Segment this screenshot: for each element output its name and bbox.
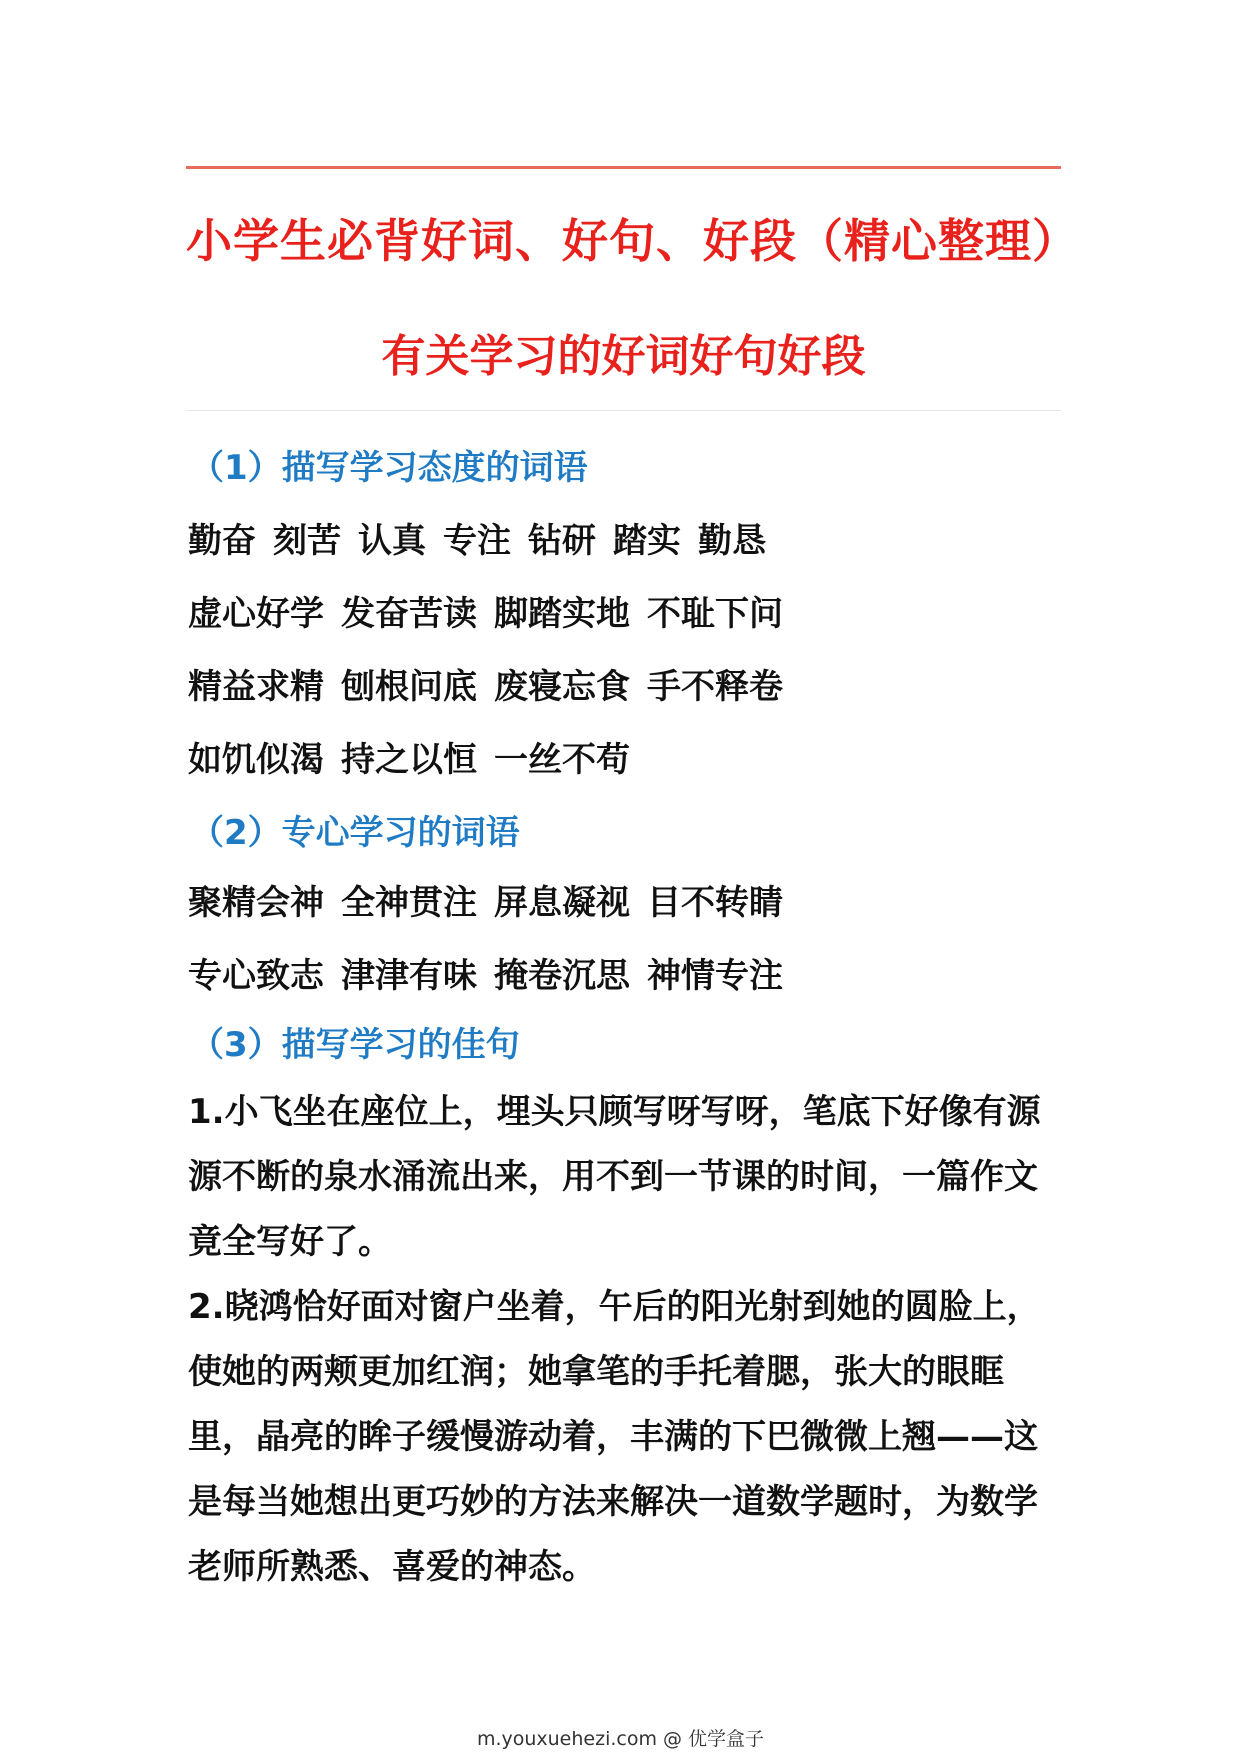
word-row (188, 513, 783, 562)
word: 屏息凝视 (494, 883, 630, 923)
sentence-paragraph: 1.小飞坐在座位上，埋头只顾写呀写呀，笔底下好像有源源不断的泉水涌流出来，用不到一节课的时间，一篇作文竟全写好了。 (188, 1092, 1041, 1262)
word-row (188, 586, 800, 635)
word: 津津有味 (341, 956, 477, 996)
word: 发奋苦读 (341, 594, 477, 634)
word: 认真 (358, 521, 426, 561)
word: 全神贯注 (341, 883, 477, 923)
word: 脚踏实地 (494, 594, 630, 634)
sentence-paragraph: 2.晓鸿恰好面对窗户坐着，午后的阳光射到她的圆脸上，使她的两颊更加红润；她拿笔的手托着腮，张大的眼眶里，晶亮的眸子缓慢游动着，丰满的下巴微微上翘——这是每当她想出更巧妙的方法来解决一道数学题时，为数学老师所熟悉、喜爱的神态。 (188, 1287, 1041, 1587)
word: 踏实 (613, 521, 681, 561)
word-row (188, 948, 800, 997)
word: 掩卷沉思 (494, 956, 630, 996)
word: 刻苦 (273, 521, 341, 561)
word-row (188, 875, 800, 924)
word: 废寝忘食 (494, 667, 630, 707)
word: 专心致志 (188, 956, 324, 996)
word: 钻研 (528, 521, 596, 561)
word-row (188, 732, 647, 781)
page-title: 小学生必背好词、好句、好段（精心整理） (186, 214, 1079, 268)
section-heading-focus: （2）专心学习的词语 (190, 813, 520, 853)
top-divider (186, 166, 1061, 169)
word: 刨根问底 (341, 667, 477, 707)
word: 勤奋 (188, 521, 256, 561)
section-heading-attitude: （1）描写学习态度的词语 (190, 448, 588, 488)
footer-source: m.youxuehezi.com @ 优学盒子 (476, 1728, 765, 1750)
word: 如饥似渴 (188, 740, 324, 780)
subtitle-divider (186, 410, 1061, 411)
word: 勤恳 (698, 521, 766, 561)
word-row (188, 659, 800, 708)
word: 专注 (443, 521, 511, 561)
word: 不耻下问 (647, 594, 783, 634)
word: 手不释卷 (647, 667, 783, 707)
word: 目不转睛 (647, 883, 783, 923)
page-subtitle: 有关学习的好词好句好段 (381, 331, 866, 382)
word: 虚心好学 (188, 594, 324, 634)
word: 精益求精 (188, 667, 324, 707)
word: 一丝不苟 (494, 740, 630, 780)
word: 神情专注 (647, 956, 783, 996)
word: 持之以恒 (341, 740, 477, 780)
section-heading-sentences: （3）描写学习的佳句 (190, 1025, 520, 1065)
word: 聚精会神 (188, 883, 324, 923)
